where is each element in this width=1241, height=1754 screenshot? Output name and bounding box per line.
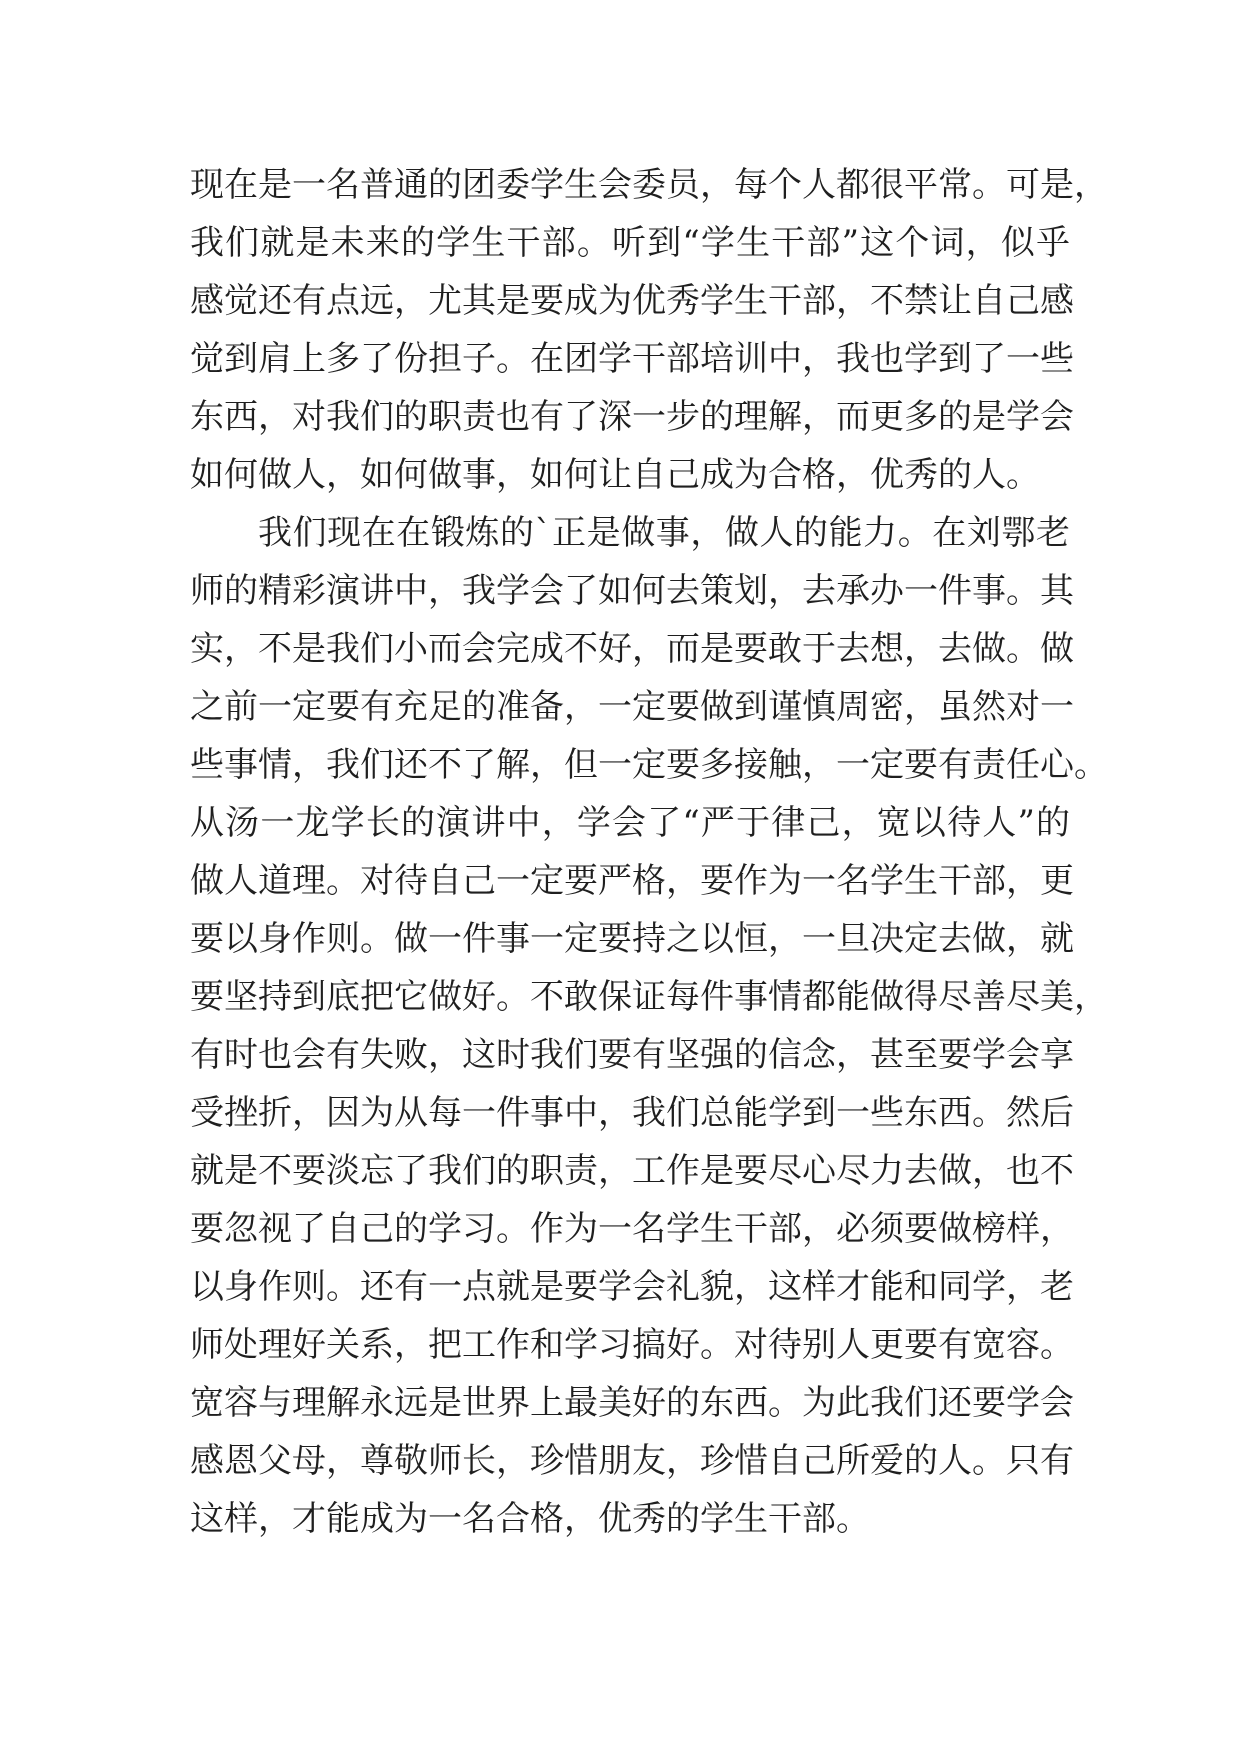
paragraph-2-line-5: 些事情，我们还不了解，但一定要多接触，一定要有责任心。 — [190, 745, 1108, 785]
paragraph-1-line-2: 我们就是未来的学生干部。听到“学生干部”这个词，似乎 — [190, 223, 1070, 263]
paragraph-2-line-17: 感恩父母，尊敬师长，珍惜朋友，珍惜自己所爱的人。只有 — [190, 1441, 1074, 1481]
paragraph-2-line-15: 师处理好关系，把工作和学习搞好。对待别人更要有宽容。 — [190, 1325, 1074, 1365]
paragraph-2-line-11: 受挫折，因为从每一件事中，我们总能学到一些东西。然后 — [190, 1093, 1074, 1133]
paragraph-2-line-14: 以身作则。还有一点就是要学会礼貌，这样才能和同学，老 — [190, 1267, 1074, 1307]
paragraph-2-line-10: 有时也会有失败，这时我们要有坚强的信念，甚至要学会享 — [190, 1035, 1074, 1075]
paragraph-2-line-16: 宽容与理解永远是世界上最美好的东西。为此我们还要学会 — [190, 1383, 1074, 1423]
paragraph-2-line-12: 就是不要淡忘了我们的职责，工作是要尽心尽力去做，也不 — [190, 1151, 1074, 1191]
paragraph-2-line-6: 从汤一龙学长的演讲中，学会了“严于律己，宽以待人”的 — [190, 803, 1070, 843]
document-body — [190, 156, 1108, 1548]
paragraph-1-line-3: 感觉还有点远，尤其是要成为优秀学生干部，不禁让自己感 — [190, 281, 1074, 321]
paragraph-1-line-4: 觉到肩上多了份担子。在团学干部培训中，我也学到了一些 — [190, 339, 1074, 379]
paragraph-2-line-3: 实，不是我们小而会完成不好，而是要敢于去想，去做。做 — [190, 629, 1074, 669]
paragraph-2-line-7: 做人道理。对待自己一定要严格，要作为一名学生干部，更 — [190, 861, 1074, 901]
paragraph-1-line-6: 如何做人，如何做事，如何让自己成为合格，优秀的人。 — [190, 455, 1040, 495]
paragraph-2-line-8: 要以身作则。做一件事一定要持之以恒，一旦决定去做，就 — [190, 919, 1074, 959]
paragraph-2-line-9: 要坚持到底把它做好。不敢保证每件事情都能做得尽善尽美， — [190, 977, 1108, 1017]
paragraph-2-line-2: 师的精彩演讲中，我学会了如何去策划，去承办一件事。其 — [190, 571, 1074, 611]
paragraph-2-line-18: 这样，才能成为一名合格，优秀的学生干部。 — [190, 1499, 870, 1539]
paragraph-2-line-13: 要忽视了自己的学习。作为一名学生干部，必须要做榜样， — [190, 1209, 1074, 1249]
paragraph-2-line-4: 之前一定要有充足的准备，一定要做到谨慎周密，虽然对一 — [190, 687, 1074, 727]
paragraph-1-line-1: 现在是一名普通的团委学生会委员，每个人都很平常。可是， — [190, 165, 1108, 205]
paragraph-2-line-1: 我们现在在锻炼的`正是做事，做人的能力。在刘鄂老 — [258, 513, 1070, 553]
paragraph-1-line-5: 东西，对我们的职责也有了深一步的理解，而更多的是学会 — [190, 397, 1074, 437]
